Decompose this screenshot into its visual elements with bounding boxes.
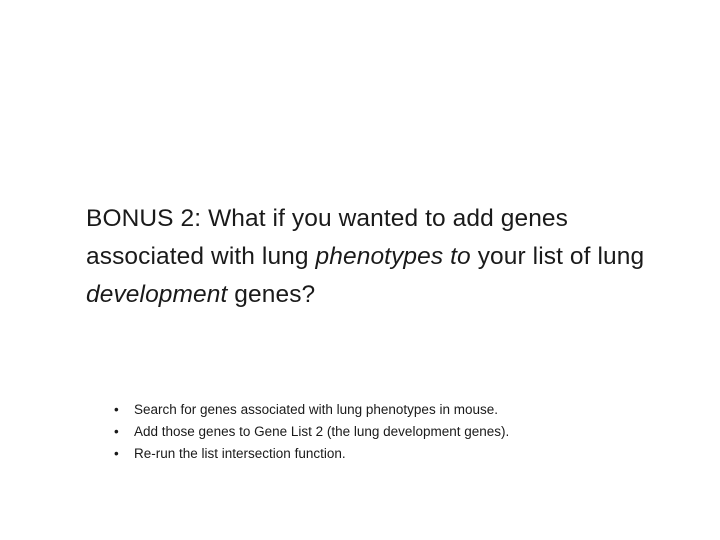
- bullet-icon: •: [114, 402, 119, 417]
- bullet-item: [114, 443, 694, 465]
- title-text-1: BONUS 2: What if you wanted to add genes associated with lung: [86, 205, 569, 270]
- bullet-icon: •: [114, 446, 119, 461]
- bullet-item: [114, 399, 694, 421]
- bullet-text: Re-run the list intersection function.: [134, 446, 346, 461]
- slide-title: [86, 200, 686, 314]
- title-emphasis-development: development: [86, 281, 228, 308]
- title-emphasis-phenotypes: phenotypes to: [315, 243, 471, 270]
- title-text-2: your list of lung: [470, 243, 645, 270]
- title-text-3: genes?: [227, 281, 316, 308]
- bullet-icon: •: [114, 424, 119, 439]
- bullet-item: [114, 421, 694, 443]
- bullet-list: [114, 399, 694, 465]
- bullet-text: Search for genes associated with lung phenotypes in mouse.: [134, 402, 498, 417]
- bullet-text: Add those genes to Gene List 2 (the lung development genes).: [134, 424, 510, 439]
